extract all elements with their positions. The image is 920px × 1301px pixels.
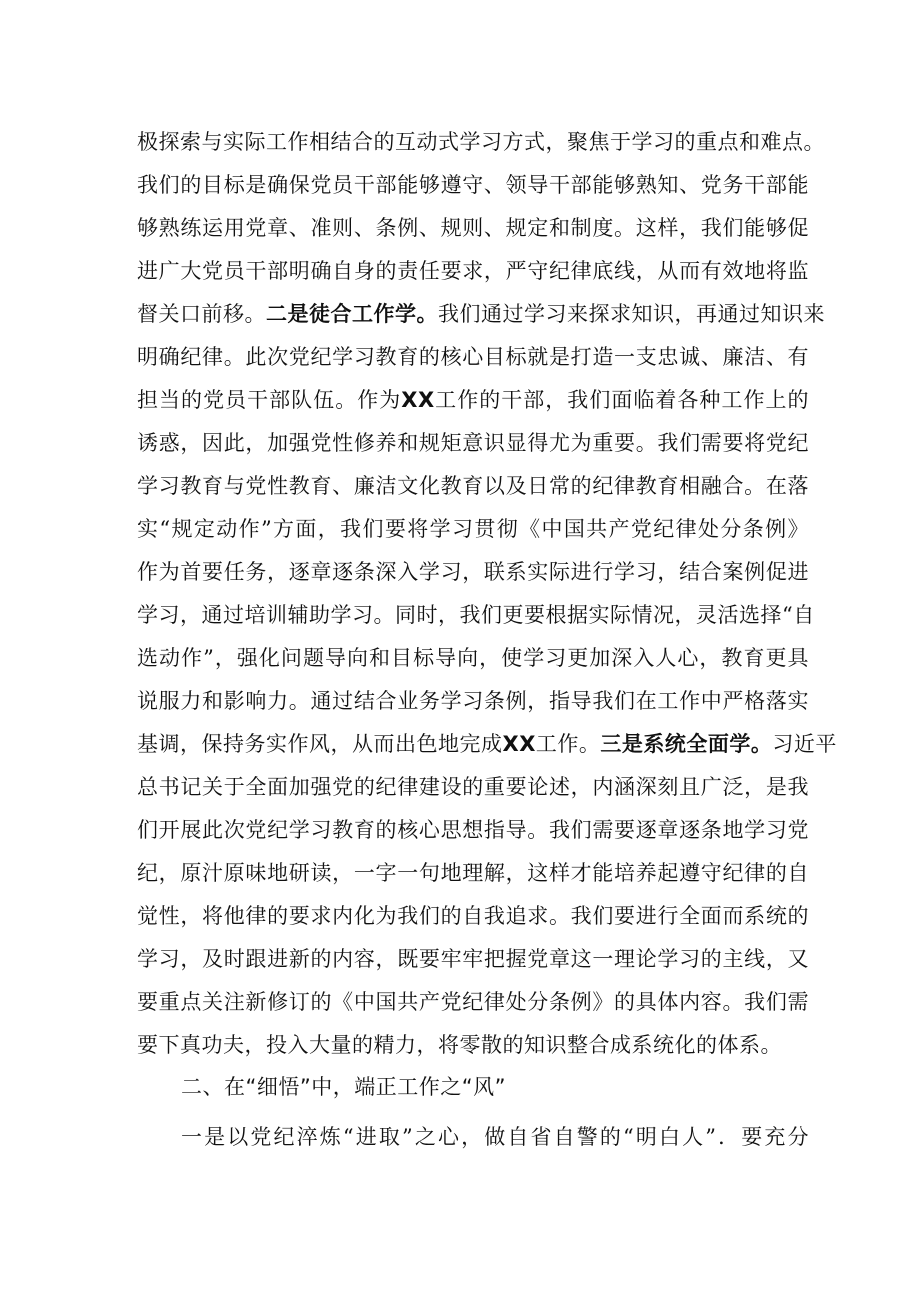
text-line: 说服力和影响力。通过结合业务学习条例，指导我们在工作中严格落实 [137, 689, 809, 713]
text-line: 纪，原汁原味地研读，一字一句地理解，这样才能培养起遵守纪律的自 [137, 861, 809, 885]
placeholder-xx: XX [502, 732, 536, 756]
text-segment: 基调，保持务实作风，从而出色地完成 [137, 732, 503, 756]
text-line: 要下真功夫，投入大量的精力，将零散的知识整合成系统化的体系。 [137, 1033, 782, 1057]
text-line: 作为首要任务，逐章逐条深入学习，联系实际进行学习，结合案例促进 [137, 560, 809, 584]
next-paragraph-line: 一是以党纪淬炼“进取”之心，做自省自警的“明白人”．要充分 [181, 1125, 809, 1149]
text-line [137, 379, 809, 422]
text-segment: 我们通过学习来探求知识，再通过知识来 [438, 302, 825, 326]
text-line: 觉性，将他律的要求内化为我们的自我追求。我们要进行全面而系统的 [137, 904, 809, 928]
text-line: 我们的目标是确保党员干部能够遵守、领导干部能够熟知、党务干部能 [137, 173, 809, 197]
bold-subheading: 三是系统全面学。 [600, 732, 773, 756]
text-line: 们开展此次党纪学习教育的核心思想指导。我们需要逐章逐条地学习党 [137, 818, 809, 842]
text-line: 要重点关注新修订的《中国共产党纪律处分条例》的具体内容。我们需 [137, 990, 809, 1014]
text-line: 总书记关于全面加强党的纪律建设的重要论述，内涵深刻且广泛，是我 [137, 775, 809, 799]
text-line: 学习，通过培训辅助学习。同时，我们更要根据实际情况，灵活选择“自 [137, 603, 815, 627]
text-segment: 工作的干部，我们面临着各种工作上的 [434, 388, 810, 412]
text-line: 极探索与实际工作相结合的互动式学习方式，聚焦于学习的重点和难点。 [137, 130, 825, 154]
text-line [137, 293, 825, 336]
bold-subheading: 二是徒合工作学。 [266, 302, 438, 326]
section-heading: 二、在“细悟”中，端正工作之“风” [181, 1075, 507, 1099]
text-segment: 工作。 [535, 732, 601, 756]
text-line: 选动作”，强化问题导向和目标导向，使学习更加深入人心，教育更具 [137, 646, 809, 670]
text-line [137, 723, 837, 766]
text-line: 学习教育与党性教育、廉洁文化教育以及日常的纪律教育相融合。在落 [137, 474, 809, 498]
text-line: 明确纪律。此次党纪学习教育的核心目标就是打造一支忠诚、廉洁、有 [137, 345, 809, 369]
text-segment: 担当的党员干部队伍。作为 [137, 388, 402, 412]
body-paragraph [137, 121, 837, 1067]
placeholder-xx: XX [401, 388, 435, 412]
text-line: 诱惑，因此，加强党性修养和规矩意识显得尤为重要。我们需要将党纪 [137, 431, 809, 455]
text-line: 实“规定动作”方面，我们要将学习贯彻《中国共产党纪律处分条例》 [137, 517, 809, 541]
text-line: 够熟练运用党章、准则、条例、规则、规定和制度。这样，我们能够促 [137, 216, 809, 240]
text-segment: 督关口前移。 [137, 302, 266, 326]
text-line: 学习，及时跟进新的内容，既要牢牢把握党章这一理论学习的主线，又 [137, 947, 809, 971]
text-segment: 习近平 [772, 732, 837, 756]
text-line: 进广大党员干部明确自身的责任要求，严守纪律底线，从而有效地将监 [137, 259, 809, 283]
